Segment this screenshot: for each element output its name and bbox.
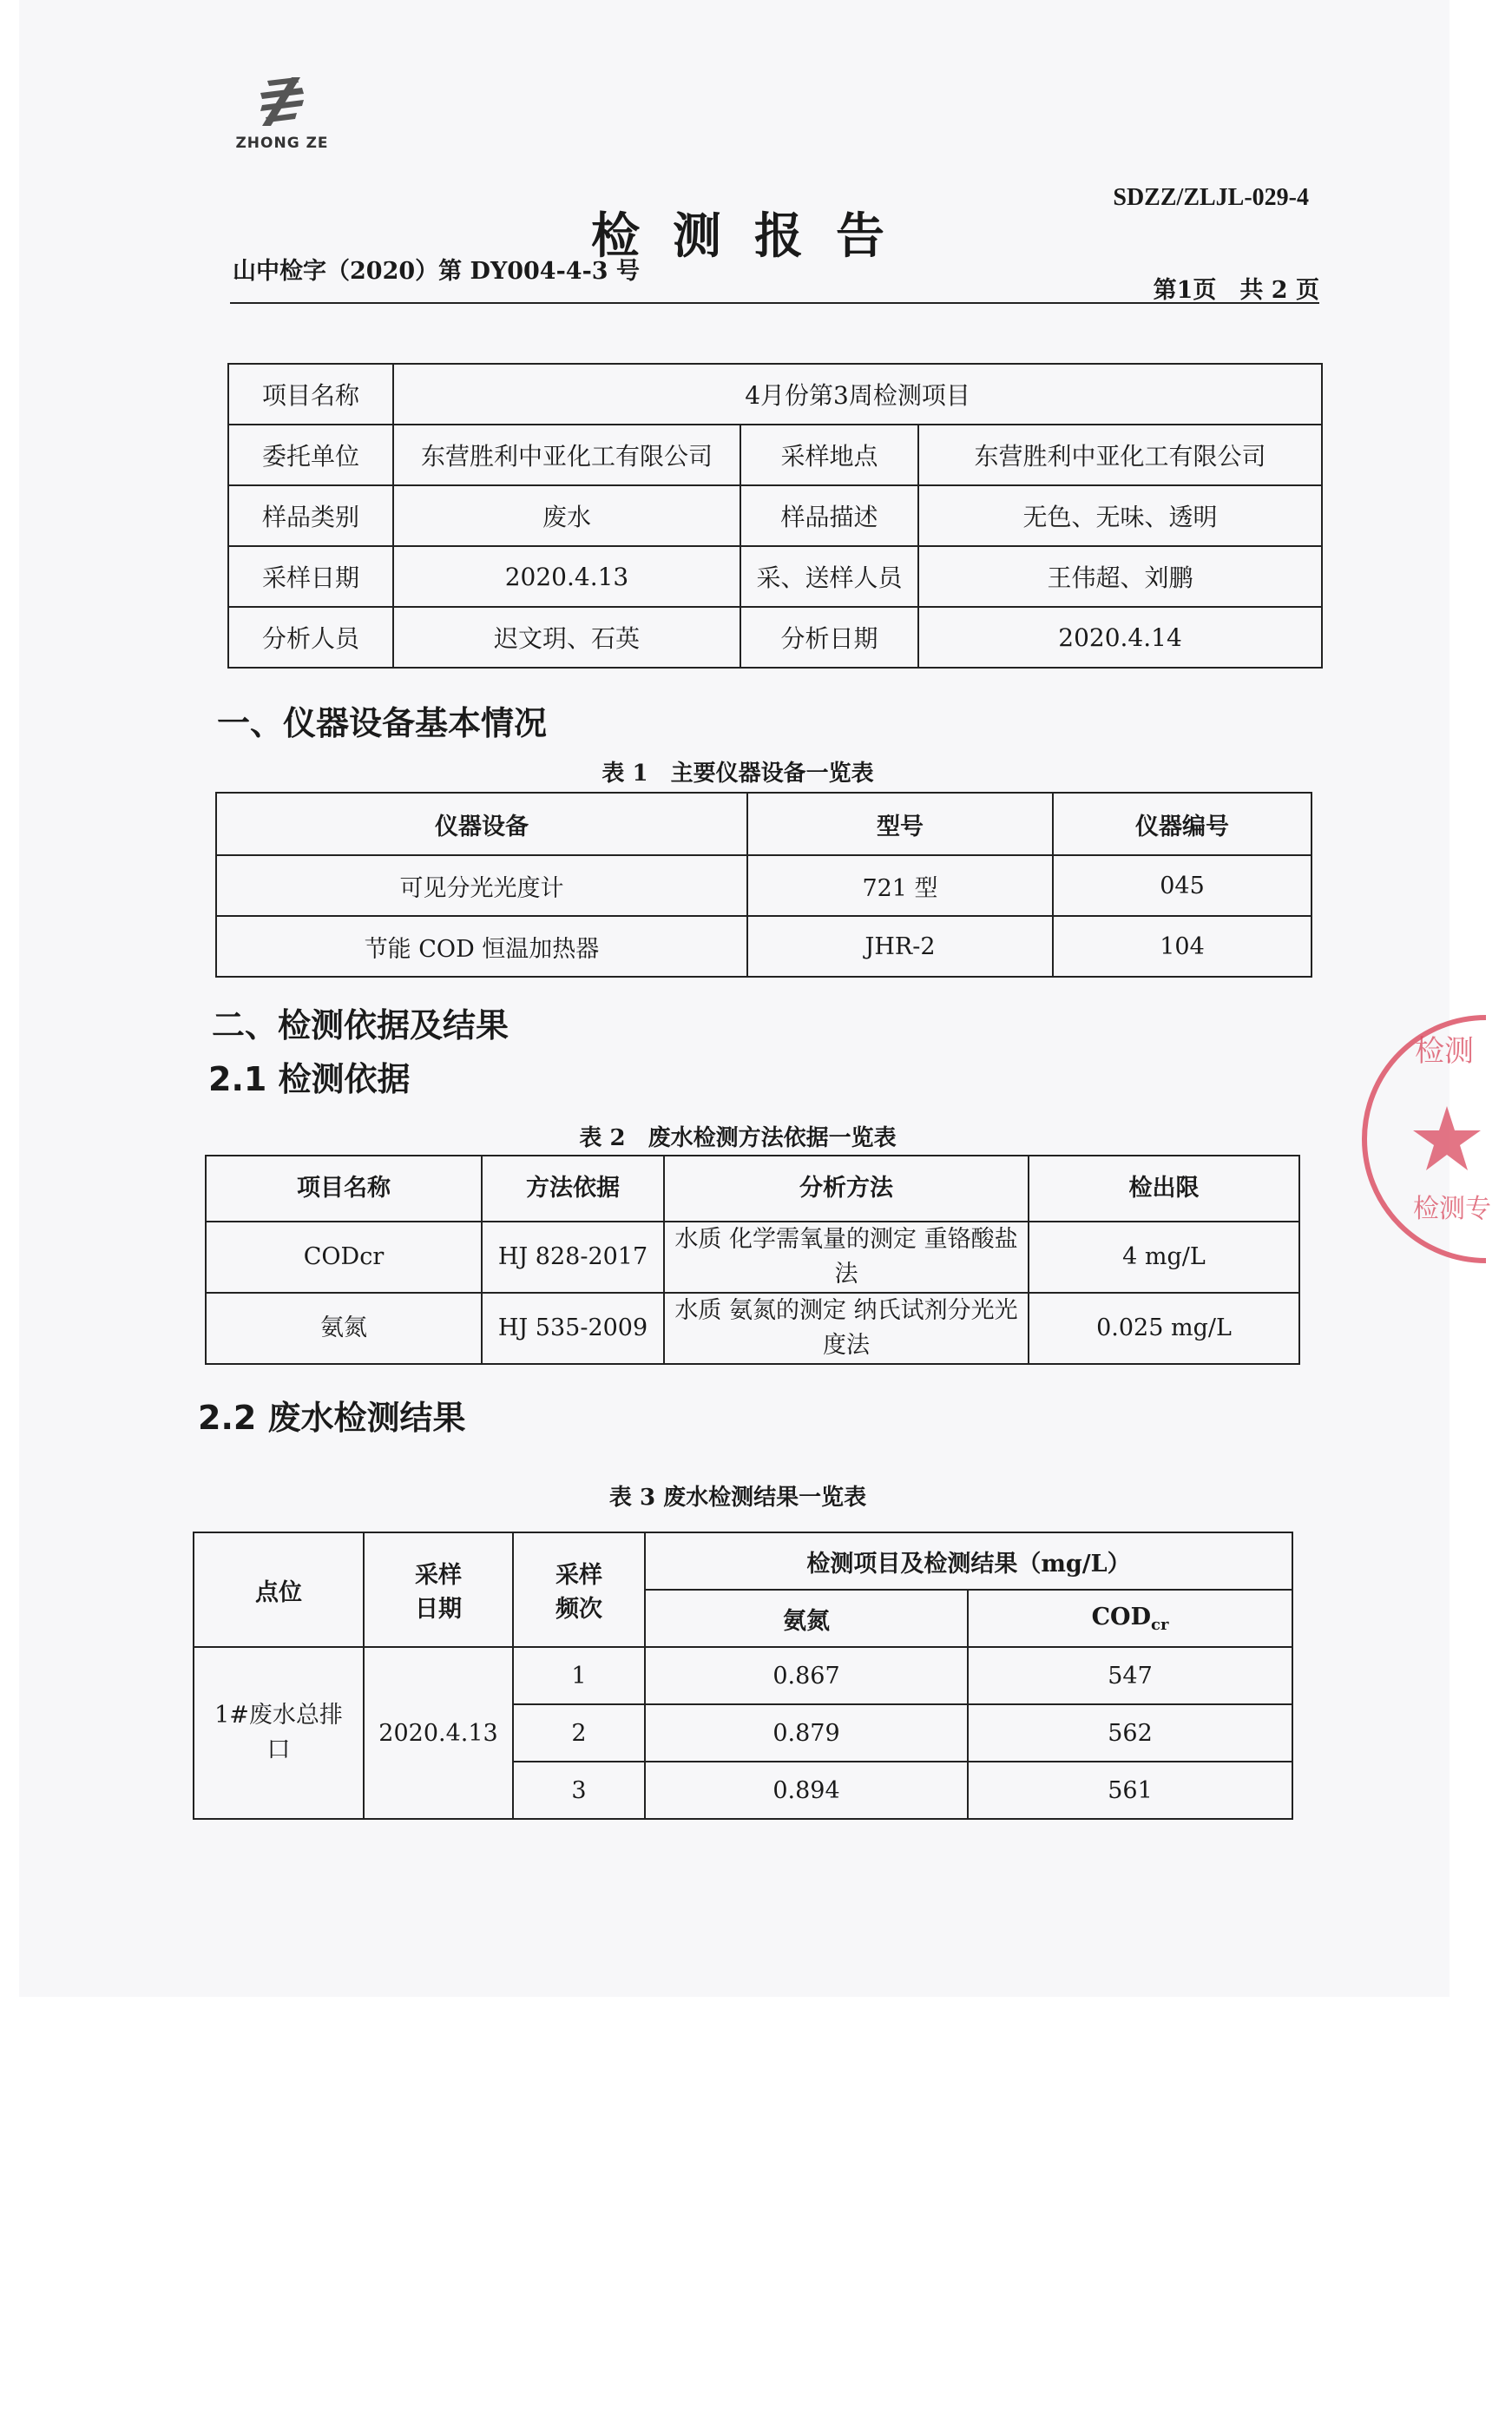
logo-text: ZHONG ZE xyxy=(235,135,329,152)
table-cell: 节能 COD 恒温加热器 xyxy=(216,916,747,977)
table-cell: JHR-2 xyxy=(747,916,1053,977)
seal-star-icon xyxy=(1408,1009,1512,1269)
point-text: 1#废水总排口 xyxy=(214,1702,343,1763)
table-cell: 0.867 xyxy=(645,1647,968,1704)
page-info: 第1页 共 2 页 xyxy=(1153,277,1319,304)
section-1-heading: 一、仪器设备基本情况 xyxy=(217,704,548,742)
table-row xyxy=(206,1293,1299,1364)
table-row xyxy=(206,1222,1299,1293)
sample-info-table xyxy=(227,363,1323,669)
report-number: 山中检字（2020）第 DY004-4-3 号 xyxy=(233,258,640,285)
sampling-date-label: 采样日期 xyxy=(228,546,393,607)
table-cell: 3 xyxy=(513,1762,645,1819)
client-value: 东营胜利中亚化工有限公司 xyxy=(393,425,740,485)
inspection-seal xyxy=(1408,1009,1512,1269)
table-row xyxy=(228,364,1322,425)
table-2-caption: 表 2 废水检测方法依据一览表 xyxy=(579,1125,897,1151)
table-cell: 104 xyxy=(1053,916,1311,977)
document-code: SDZZ/ZLJL-029-4 xyxy=(1113,184,1309,211)
date-cell: 2020.4.13 xyxy=(364,1647,513,1819)
company-logo xyxy=(234,74,330,169)
table-row xyxy=(194,1647,1292,1704)
table-cell: 水质 化学需氧量的测定 重铬酸盐法 xyxy=(664,1222,1029,1293)
table-1-caption: 表 1 主要仪器设备一览表 xyxy=(602,761,874,787)
equipment-table xyxy=(215,792,1312,978)
point-header: 点位 xyxy=(194,1532,364,1647)
column-header: 分析方法 xyxy=(664,1156,1029,1222)
table-row xyxy=(228,425,1322,485)
results-header: 检测项目及检测结果（mg/L） xyxy=(645,1532,1292,1590)
sampler-label: 采、送样人员 xyxy=(740,546,918,607)
table-cell: 可见分光光度计 xyxy=(216,855,747,916)
column-header: 检出限 xyxy=(1029,1156,1299,1222)
freq-header xyxy=(513,1532,645,1647)
point-cell xyxy=(194,1647,364,1819)
cod-header xyxy=(968,1590,1292,1647)
date-header-text: 采样日期 xyxy=(415,1562,462,1623)
project-name-label: 项目名称 xyxy=(228,364,393,425)
table-cell: 562 xyxy=(968,1704,1292,1762)
table-cell: HJ 535-2009 xyxy=(482,1293,664,1364)
site-value: 东营胜利中亚化工有限公司 xyxy=(918,425,1322,485)
table-header-row xyxy=(206,1156,1299,1222)
analyst-label: 分析人员 xyxy=(228,607,393,668)
section-2-heading: 二、检测依据及结果 xyxy=(212,1006,509,1044)
sampling-date-value: 2020.4.13 xyxy=(393,546,740,607)
results-table xyxy=(193,1532,1293,1820)
sampler-value: 王伟超、刘鹏 xyxy=(918,546,1322,607)
table-cell: CODcr xyxy=(206,1222,482,1293)
table-cell: 1 xyxy=(513,1647,645,1704)
table-row xyxy=(216,855,1311,916)
freq-header-text: 采样频次 xyxy=(555,1562,602,1623)
table-cell: 水质 氨氮的测定 纳氏试剂分光光度法 xyxy=(664,1293,1029,1364)
table-cell: 561 xyxy=(968,1762,1292,1819)
sample-type-value: 废水 xyxy=(393,485,740,546)
seal-text-bottom: 检测专 xyxy=(1413,1194,1491,1224)
project-name-value: 4月份第3周检测项目 xyxy=(393,364,1322,425)
client-label: 委托单位 xyxy=(228,425,393,485)
report-title: 检测报告 xyxy=(591,208,917,265)
table-cell: 4 mg/L xyxy=(1029,1222,1299,1293)
analyst-value: 迟文玥、石英 xyxy=(393,607,740,668)
method-table xyxy=(205,1155,1300,1365)
subsection-2-2-heading: 2.2 废水检测结果 xyxy=(198,1399,466,1437)
table-cell: 0.879 xyxy=(645,1704,968,1762)
sample-desc-value: 无色、无味、透明 xyxy=(918,485,1322,546)
analysis-date-value: 2020.4.14 xyxy=(918,607,1322,668)
table-row xyxy=(228,607,1322,668)
column-header: 项目名称 xyxy=(206,1156,482,1222)
table-row xyxy=(228,485,1322,546)
table-row xyxy=(216,916,1311,977)
table-row xyxy=(228,546,1322,607)
cod-header-subscript: cr xyxy=(1151,1615,1169,1634)
column-header: 型号 xyxy=(747,793,1053,855)
table-3-caption: 表 3 废水检测结果一览表 xyxy=(608,1485,867,1511)
table-cell: 721 型 xyxy=(747,855,1053,916)
table-cell: 547 xyxy=(968,1647,1292,1704)
cod-header-text: COD xyxy=(1091,1603,1151,1631)
table-cell: 045 xyxy=(1053,855,1311,916)
sample-desc-label: 样品描述 xyxy=(740,485,918,546)
analysis-date-label: 分析日期 xyxy=(740,607,918,668)
table-cell: HJ 828-2017 xyxy=(482,1222,664,1293)
column-header: 方法依据 xyxy=(482,1156,664,1222)
table-cell: 0.894 xyxy=(645,1762,968,1819)
site-label: 采样地点 xyxy=(740,425,918,485)
subsection-2-1-heading: 2.1 检测依据 xyxy=(208,1060,411,1098)
table-cell: 0.025 mg/L xyxy=(1029,1293,1299,1364)
sample-type-label: 样品类别 xyxy=(228,485,393,546)
column-header: 仪器编号 xyxy=(1053,793,1311,855)
table-cell: 氨氮 xyxy=(206,1293,482,1364)
header-divider xyxy=(230,302,1319,304)
date-header xyxy=(364,1532,513,1647)
seal-text-top: 检测 xyxy=(1415,1034,1474,1069)
table-cell: 2 xyxy=(513,1704,645,1762)
table-header-row xyxy=(216,793,1311,855)
column-header: 仪器设备 xyxy=(216,793,747,855)
nh3-header: 氨氮 xyxy=(645,1590,968,1647)
table-header-row xyxy=(194,1532,1292,1590)
zhongze-logo-icon xyxy=(252,74,312,135)
